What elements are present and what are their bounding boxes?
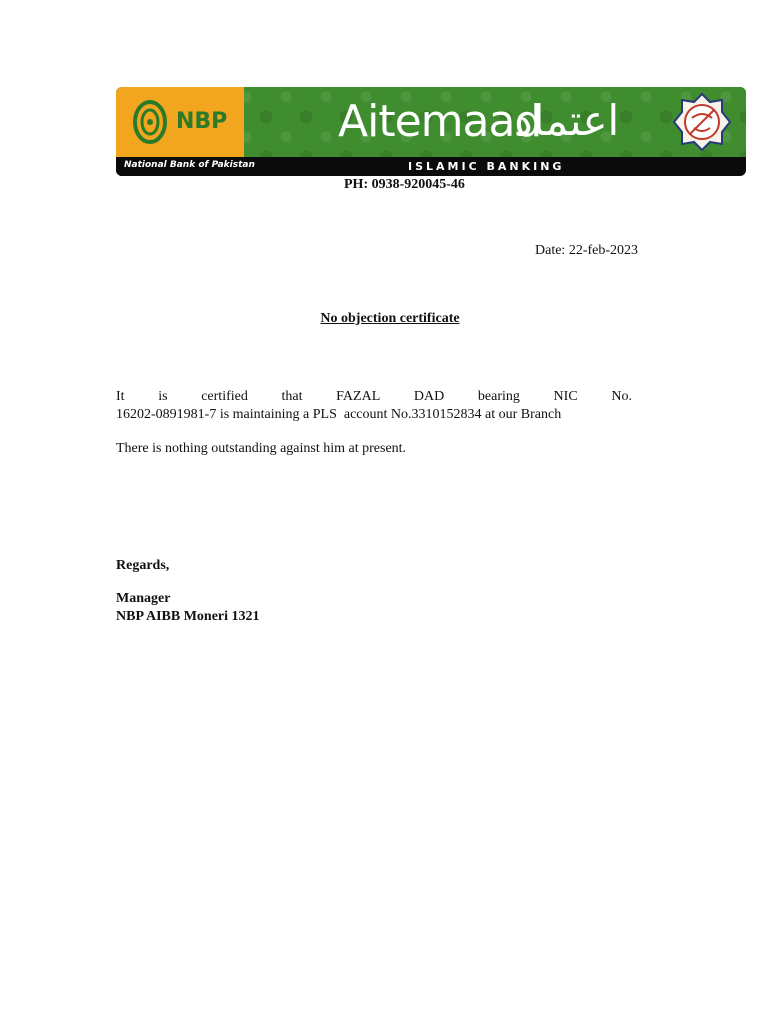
closing-regards: Regards, <box>116 558 170 573</box>
certificate-title: No objection certificate <box>320 311 460 326</box>
word: NIC <box>553 389 578 404</box>
word: DAD <box>413 389 445 404</box>
signatory-branch: NBP AIBB Moneri 1321 <box>116 609 260 624</box>
word: that <box>281 389 303 404</box>
word: bearing <box>477 389 520 404</box>
nbp-emblem-icon <box>133 99 167 145</box>
word: It <box>116 389 125 404</box>
letter-date: Date: 22-feb-2023 <box>535 243 639 258</box>
outstanding-statement: There is nothing outstanding against him at present. <box>116 441 407 456</box>
phone-number: PH: 0938-920045-46 <box>344 177 465 192</box>
nbp-logo-text: NBP <box>176 109 228 134</box>
signatory-title: Manager <box>116 591 171 606</box>
word: No. <box>611 389 632 404</box>
paragraph-line-2: 16202-0891981-7 is maintaining a PLS account No.3310152834 at our Branch <box>116 407 562 422</box>
letterhead-banner <box>116 87 746 176</box>
word: is <box>158 389 168 404</box>
bank-full-name: National Bank of Pakistan <box>124 160 255 170</box>
nbp-logo-block <box>116 87 244 157</box>
word: FAZAL <box>336 389 381 404</box>
word: certified <box>201 389 248 404</box>
brand-name-english: Aitemaad <box>338 96 542 147</box>
paragraph-line-1 <box>116 388 632 406</box>
sood-seal-icon <box>672 92 732 152</box>
brand-name-urdu: اعتماد <box>514 96 620 145</box>
islamic-banking-label: ISLAMIC BANKING <box>408 160 565 173</box>
certification-paragraph <box>116 388 632 424</box>
